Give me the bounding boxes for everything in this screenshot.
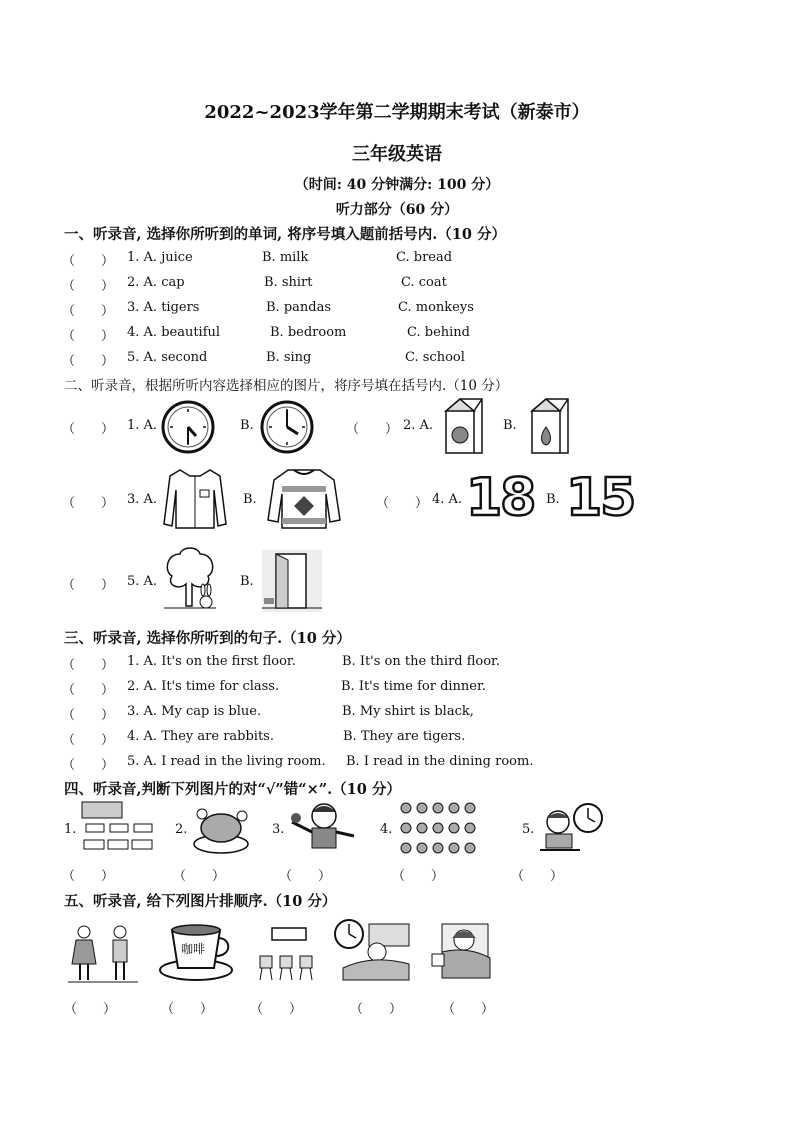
answer-paren[interactable]: （ ） bbox=[62, 658, 115, 673]
option-b: B. shirt bbox=[264, 275, 313, 290]
option-c: C. behind bbox=[407, 325, 470, 340]
option-b: B. I read in the dining room. bbox=[346, 754, 534, 769]
option-b: B. They are tigers. bbox=[343, 729, 466, 744]
item-number: 3. bbox=[272, 822, 285, 837]
cup-label: 咖啡 bbox=[181, 942, 206, 956]
answer-paren[interactable]: （ ） bbox=[376, 496, 429, 511]
part-title: 听力部分（60 分） bbox=[335, 202, 459, 218]
wake-up-clock-icon bbox=[333, 918, 413, 984]
milk-carton-icon bbox=[526, 395, 574, 457]
option-a: 2. A. It's time for class. bbox=[127, 679, 280, 694]
answer-paren[interactable]: （ ） bbox=[62, 758, 115, 773]
b-label: B. bbox=[240, 574, 254, 589]
answer-paren[interactable]: （ ） bbox=[62, 354, 115, 369]
answer-paren[interactable]: （ ） bbox=[62, 733, 115, 748]
answer-paren[interactable]: （ ） bbox=[392, 869, 445, 884]
item-number: 2. bbox=[175, 822, 188, 837]
tree-rabbit-icon bbox=[162, 546, 218, 614]
time-info: （时间: 40 分钟满分: 100 分） bbox=[294, 177, 500, 193]
sweater-icon bbox=[264, 466, 344, 530]
monkeys-icon bbox=[398, 800, 488, 856]
option-a: 3. A. My cap is blue. bbox=[127, 704, 262, 719]
option-a: 2. A. cap bbox=[127, 275, 185, 290]
grade-title: 三年级英语 bbox=[352, 144, 442, 165]
answer-paren[interactable]: （ ） bbox=[62, 304, 115, 319]
answer-paren[interactable]: （ ） bbox=[62, 254, 115, 269]
answer-paren[interactable]: （ ） bbox=[346, 422, 399, 437]
answer-paren[interactable]: （ ） bbox=[62, 496, 115, 511]
boy-eating-clock-icon bbox=[540, 800, 604, 856]
option-b: B. pandas bbox=[266, 300, 332, 315]
page-title: 2022~2023学年第二学期期末考试（新泰市） bbox=[204, 102, 590, 123]
section2-title: 二、听录音，根据所听内容选择相应的图片，将序号填在括号内.（10 分） bbox=[64, 378, 509, 394]
section4-title: 四、听录音,判断下列图片的对“√”错“×”.（10 分） bbox=[64, 781, 401, 798]
option-c: C. coat bbox=[401, 275, 447, 290]
clock-icon bbox=[161, 400, 215, 454]
answer-paren[interactable]: （ ） bbox=[62, 708, 115, 723]
q3-label: 3. A. bbox=[127, 492, 158, 507]
option-b: B. It's on the third floor. bbox=[342, 654, 500, 669]
option-a: 4. A. They are rabbits. bbox=[127, 729, 274, 744]
answer-paren[interactable]: （ ） bbox=[161, 1002, 214, 1017]
section1-title: 一、听录音, 选择你所听到的单词, 将序号填入题前括号内.（10 分） bbox=[64, 226, 506, 243]
b-label: B. bbox=[240, 418, 254, 433]
option-b: B. milk bbox=[262, 250, 309, 265]
answer-paren[interactable]: （ ） bbox=[62, 683, 115, 698]
answer-paren[interactable]: （ ） bbox=[350, 1002, 403, 1017]
milk-carton-icon bbox=[440, 395, 488, 457]
answer-paren[interactable]: （ ） bbox=[250, 1002, 303, 1017]
option-b: B. It's time for dinner. bbox=[341, 679, 486, 694]
option-b: B. My shirt is black, bbox=[342, 704, 474, 719]
number-18: 18 bbox=[466, 468, 535, 528]
answer-paren[interactable]: （ ） bbox=[62, 422, 115, 437]
option-a: 5. A. second bbox=[127, 350, 208, 365]
option-c: C. bread bbox=[396, 250, 453, 265]
answer-paren[interactable]: （ ） bbox=[62, 869, 115, 884]
door-icon bbox=[262, 550, 322, 612]
answer-paren[interactable]: （ ） bbox=[64, 1002, 117, 1017]
answer-paren[interactable]: （ ） bbox=[62, 329, 115, 344]
option-c: C. school bbox=[405, 350, 465, 365]
roast-chicken-icon bbox=[192, 800, 250, 856]
answer-paren[interactable]: （ ） bbox=[279, 869, 332, 884]
answer-paren[interactable]: （ ） bbox=[511, 869, 564, 884]
option-a: 4. A. beautiful bbox=[127, 325, 221, 340]
option-c: C. monkeys bbox=[398, 300, 474, 315]
option-b: B. sing bbox=[266, 350, 312, 365]
q5-label: 5. A. bbox=[127, 574, 158, 589]
answer-paren[interactable]: （ ） bbox=[173, 869, 226, 884]
item-number: 4. bbox=[380, 822, 393, 837]
section5-title: 五、听录音, 给下列图片排顺序.（10 分） bbox=[64, 893, 337, 910]
option-b: B. bedroom bbox=[270, 325, 347, 340]
option-a: 5. A. I read in the living room. bbox=[127, 754, 326, 769]
b-label: B. bbox=[243, 492, 257, 507]
answer-paren[interactable]: （ ） bbox=[62, 578, 115, 593]
b-label: B. bbox=[546, 492, 560, 507]
q4-label: 4. A. bbox=[432, 492, 463, 507]
two-girls-icon bbox=[68, 922, 138, 984]
art-room-icon bbox=[252, 922, 322, 984]
shirt-icon bbox=[160, 466, 230, 530]
boy-waving-icon bbox=[288, 800, 358, 856]
clock-icon bbox=[260, 400, 314, 454]
q2-label: 2. A. bbox=[403, 418, 434, 433]
option-a: 1. A. It's on the first floor. bbox=[127, 654, 296, 669]
answer-paren[interactable]: （ ） bbox=[62, 279, 115, 294]
sleeping-girl-icon bbox=[428, 918, 498, 984]
q1-label: 1. A. bbox=[127, 418, 158, 433]
number-15: 15 bbox=[566, 468, 635, 528]
section3-title: 三、听录音, 选择你所听到的句子.（10 分） bbox=[64, 630, 351, 647]
item-number: 1. bbox=[64, 822, 77, 837]
item-number: 5. bbox=[522, 822, 535, 837]
classroom-icon bbox=[80, 800, 154, 856]
answer-paren[interactable]: （ ） bbox=[442, 1002, 495, 1017]
option-a: 1. A. juice bbox=[127, 250, 193, 265]
b-label: B. bbox=[503, 418, 517, 433]
option-a: 3. A. tigers bbox=[127, 300, 200, 315]
